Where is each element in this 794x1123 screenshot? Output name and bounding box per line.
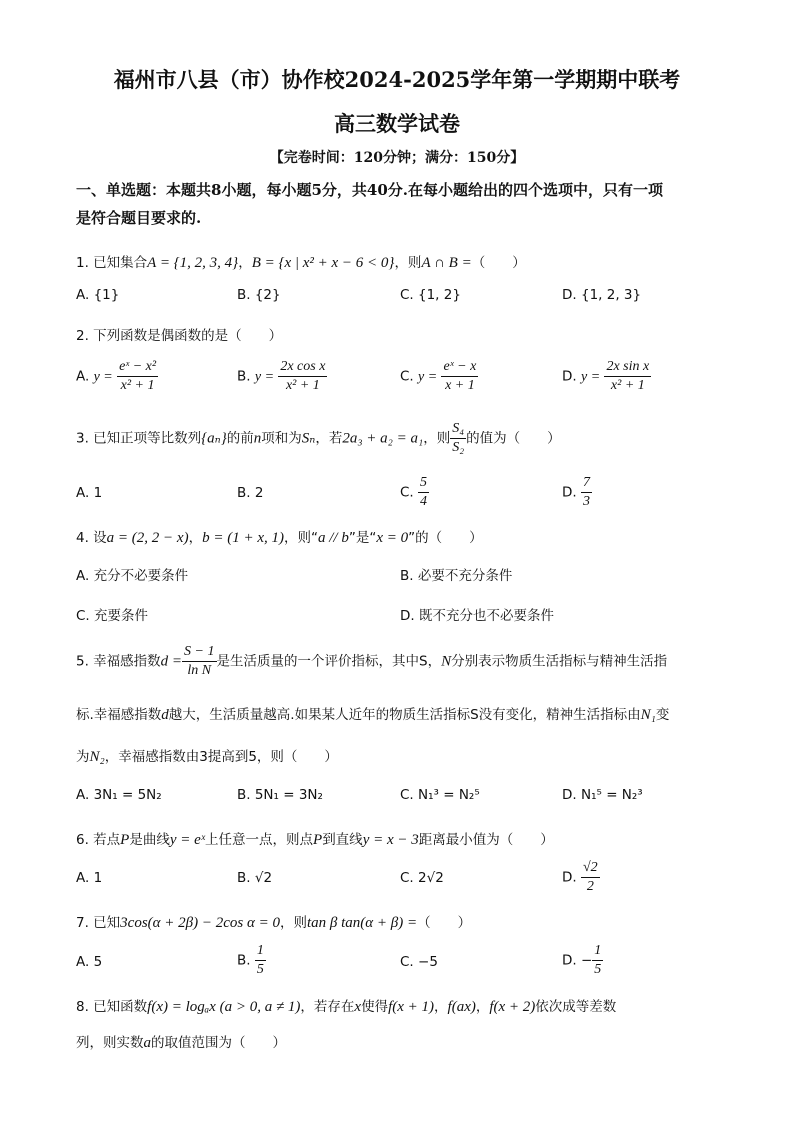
question-3 (76, 420, 561, 457)
q3-option-c (400, 474, 429, 511)
question-5-line3 (76, 745, 338, 766)
q5-option-b: B. 5N₁ = 3N₂ (237, 787, 323, 803)
q1-text-b: ， (238, 255, 252, 271)
q3-option-d-label: D. (562, 484, 577, 501)
question-8-line1 (76, 995, 616, 1016)
q1-intersection: A ∩ B = (421, 255, 472, 271)
q1-option-a: A. {1} (76, 287, 120, 303)
q8-a: a (143, 1035, 151, 1051)
q3-text-d: ，若 (315, 430, 343, 447)
q8-fx1: f(x + 1) (388, 999, 435, 1015)
q6-option-d-numerator: √2 (581, 859, 600, 878)
q3-option-a: A. 1 (76, 485, 103, 501)
q6-text-c: 上任意一点，则点 (205, 832, 314, 848)
q4-text-e: ”的（ ） (408, 530, 483, 546)
q3-condition: 2a₃ + a₂ = a₁ (342, 430, 424, 447)
q2-option-c (400, 358, 478, 395)
q4-option-b: B. 必要不充分条件 (400, 568, 513, 584)
q8-text-c: 使得 (361, 999, 389, 1015)
q3-text-c: 项和为 (261, 430, 302, 447)
question-2: 2. 下列函数是偶函数的是（ ） (76, 328, 283, 344)
q6-p: P (120, 832, 130, 848)
q5-line2-c: 变 (655, 707, 670, 723)
q2-option-d-fraction (604, 358, 651, 395)
q5-text-b: 是生活质量的一个评价指标，其中S， (216, 653, 442, 670)
q4-x-zero: x = 0 (376, 530, 409, 546)
q5-option-d: D. N₁⁵ = N₂³ (562, 787, 643, 803)
q5-formula-fraction (182, 643, 216, 680)
q4-text-b: ， (188, 530, 203, 546)
q7-option-d-denominator: 5 (594, 962, 602, 977)
q8-text-b: ，若存在 (300, 999, 355, 1015)
q3-ratio-fraction (450, 420, 466, 457)
q2-option-a-fraction (117, 358, 158, 395)
question-5-line1 (76, 643, 667, 680)
q8-line2-a: 列，则实数 (76, 1035, 144, 1051)
q6-option-d-denominator: 2 (586, 879, 594, 894)
q5-line2-d: d (161, 707, 169, 723)
q2-option-b (237, 358, 327, 395)
q6-text-b: 是曲线 (129, 832, 170, 848)
q6-option-b: B. √2 (237, 870, 273, 886)
q6-line: y = x − 3 (362, 832, 419, 848)
q8-x: x (354, 999, 362, 1015)
q8-line2-b: 的取值范围为（ ） (151, 1035, 286, 1051)
q8-text-f: 依次成等差数 (535, 999, 617, 1015)
section-heading-line1: 一、单选题：本题共8小题，每小题5分，共40分.在每小题给出的四个选项中，只有一项 (76, 181, 663, 199)
q8-text-d: ， (434, 999, 448, 1015)
q7-option-c: C. −5 (400, 954, 438, 970)
q6-option-d (562, 859, 600, 896)
q6-option-c: C. 2√2 (400, 870, 444, 886)
q2-option-d-numerator: 2x sin x (604, 358, 651, 377)
question-1 (76, 251, 526, 272)
q2-option-b-lhs: y = (254, 369, 275, 385)
q3-n: n (253, 430, 262, 447)
q5-n: N (441, 653, 452, 670)
q7-option-b-numerator: 1 (255, 942, 266, 961)
q4-parallel: a // b (317, 530, 349, 546)
q8-function: f(x) = logₐx (a > 0, a ≠ 1) (147, 999, 301, 1015)
q2-option-d-label: D. (562, 368, 577, 385)
q5-line3-b: ，幸福感指数由3提高到5，则（ ） (104, 749, 338, 765)
q4-text-a: 4. 设 (76, 530, 107, 546)
q3-text-e: ，则 (423, 430, 451, 447)
q4-vector-b: b = (1 + x, 1) (202, 530, 284, 546)
q4-vector-a: a = (2, 2 − x) (106, 530, 189, 546)
q6-option-a: A. 1 (76, 870, 103, 886)
q6-option-d-fraction (581, 859, 600, 896)
q5-formula-denominator: ln N (187, 663, 212, 678)
q8-text-e: ， (475, 999, 490, 1015)
q1-option-c: C. {1, 2} (400, 287, 461, 303)
q8-fx2: f(x + 2) (489, 999, 536, 1015)
q3-option-c-label: C. (400, 484, 414, 501)
q6-p2: P (313, 832, 323, 848)
q7-text-a: 7. 已知 (76, 915, 121, 931)
q7-text-c: （ ） (417, 915, 472, 931)
q1-option-d: D. {1, 2, 3} (562, 287, 642, 303)
q1-text-d: （ ） (471, 255, 526, 271)
q6-option-d-label: D. (562, 869, 577, 886)
q3-option-d-numerator: 7 (581, 474, 592, 493)
q7-option-b (237, 942, 266, 979)
q4-text-d: ”是“ (348, 530, 377, 546)
q3-option-c-denominator: 4 (420, 494, 428, 509)
q1-set-b: B = {x | x² + x − 6 < 0} (251, 255, 395, 271)
q5-line2-a: 标.幸福感指数 (76, 707, 162, 723)
q5-option-c: C. N₁³ = N₂⁵ (400, 787, 480, 803)
exam-title: 福州市八县（市）协作校2024-2025学年第一学期期中联考 (113, 67, 681, 92)
q3-sequence: {aₙ} (201, 430, 227, 447)
exam-subtitle: 高三数学试卷 (334, 111, 460, 136)
q2-option-b-fraction (278, 358, 327, 395)
q8-text-a: 8. 已知函数 (76, 999, 148, 1015)
q6-curve: y = eˣ (169, 832, 206, 848)
q2-option-b-numerator: 2x cos x (278, 358, 327, 377)
q5-line2-n1: N₁ (640, 707, 656, 723)
q4-text-c: ，则“ (283, 530, 318, 546)
question-5-line2 (76, 703, 669, 724)
q4-option-c: C. 充要条件 (76, 608, 149, 624)
q7-option-a: A. 5 (76, 954, 103, 970)
q3-option-c-fraction (418, 474, 429, 511)
q2-option-c-label: C. (400, 368, 414, 385)
q7-expression: tan β tan(α + β) = (307, 915, 418, 931)
question-8-line2 (76, 1031, 286, 1052)
q2-option-b-label: B. (237, 368, 251, 385)
question-7 (76, 911, 471, 932)
q2-option-a (76, 358, 158, 395)
q7-equation: 3cos(α + 2β) − 2cos α = 0 (120, 915, 280, 931)
q2-option-b-denominator: x² + 1 (285, 378, 320, 393)
q2-option-c-fraction (441, 358, 478, 395)
q7-option-d-fraction (592, 942, 603, 979)
q5-option-a: A. 3N₁ = 5N₂ (76, 787, 162, 803)
q5-formula-numerator: S − 1 (182, 643, 216, 662)
q7-option-d-label: D. − (562, 952, 593, 969)
q3-option-d (562, 474, 592, 511)
q5-text-a: 5. 幸福感指数 (76, 653, 161, 670)
q1-option-b: B. {2} (237, 287, 281, 303)
q3-option-d-denominator: 3 (582, 494, 590, 509)
q7-option-b-denominator: 5 (256, 962, 264, 977)
q4-option-d: D. 既不充分也不必要条件 (400, 608, 554, 624)
q2-option-c-lhs: y = (418, 369, 438, 385)
q2-option-a-numerator: eˣ − x² (117, 358, 158, 377)
q4-option-a: A. 充分不必要条件 (76, 568, 189, 584)
q1-text-c: ，则 (394, 255, 422, 271)
q7-option-d (562, 942, 603, 979)
q3-text-a: 3. 已知正项等比数列 (76, 430, 202, 447)
q3-option-b: B. 2 (237, 485, 264, 501)
q7-text-b: ，则 (280, 915, 307, 931)
question-6 (76, 828, 554, 849)
q5-line2-b: 越大，生活质量越高.如果某人近年的物质生活指标S没有变化，精神生活指标由 (168, 707, 641, 723)
q2-option-a-denominator: x² + 1 (120, 378, 155, 393)
q2-option-a-label: A. (76, 368, 90, 385)
q6-text-a: 6. 若点 (76, 832, 121, 848)
q6-text-d: 到直线 (322, 832, 363, 848)
q3-option-c-numerator: 5 (418, 474, 429, 493)
q2-option-a-lhs: y = (93, 369, 113, 385)
question-4 (76, 526, 483, 547)
q2-option-d-denominator: x² + 1 (610, 378, 645, 393)
q3-text-b: 的前 (226, 430, 254, 447)
q7-option-b-fraction (255, 942, 266, 979)
q8-fax: f(ax) (447, 999, 476, 1015)
q5-line3-a: 为 (76, 749, 90, 765)
exam-info: 【完卷时间：120分钟；满分：150分】 (269, 150, 525, 166)
q2-option-c-numerator: eˣ − x (441, 358, 478, 377)
q3-ratio-denominator: S₂ (452, 440, 465, 455)
q5-line3-n2: N₂ (89, 749, 105, 765)
q1-text-a: 1. 已知集合 (76, 255, 148, 271)
q6-text-e: 距离最小值为（ ） (418, 832, 554, 848)
q3-option-d-fraction (581, 474, 592, 511)
q7-option-d-numerator: 1 (592, 942, 603, 961)
q5-d-eq: d = (160, 653, 183, 670)
q7-option-b-label: B. (237, 952, 251, 969)
q5-text-c: 分别表示物质生活指标与精神生活指 (451, 653, 668, 670)
q1-set-a: A = {1, 2, 3, 4} (147, 255, 239, 271)
q2-option-d-lhs: y = (580, 369, 601, 385)
q2-option-c-denominator: x + 1 (445, 378, 475, 393)
q3-ratio-numerator: S₄ (450, 420, 466, 439)
q3-text-f: 的值为（ ） (466, 430, 561, 447)
q3-sn: Sₙ (301, 430, 316, 447)
q2-option-d (562, 358, 651, 395)
section-heading-line2: 是符合题目要求的. (76, 209, 202, 227)
